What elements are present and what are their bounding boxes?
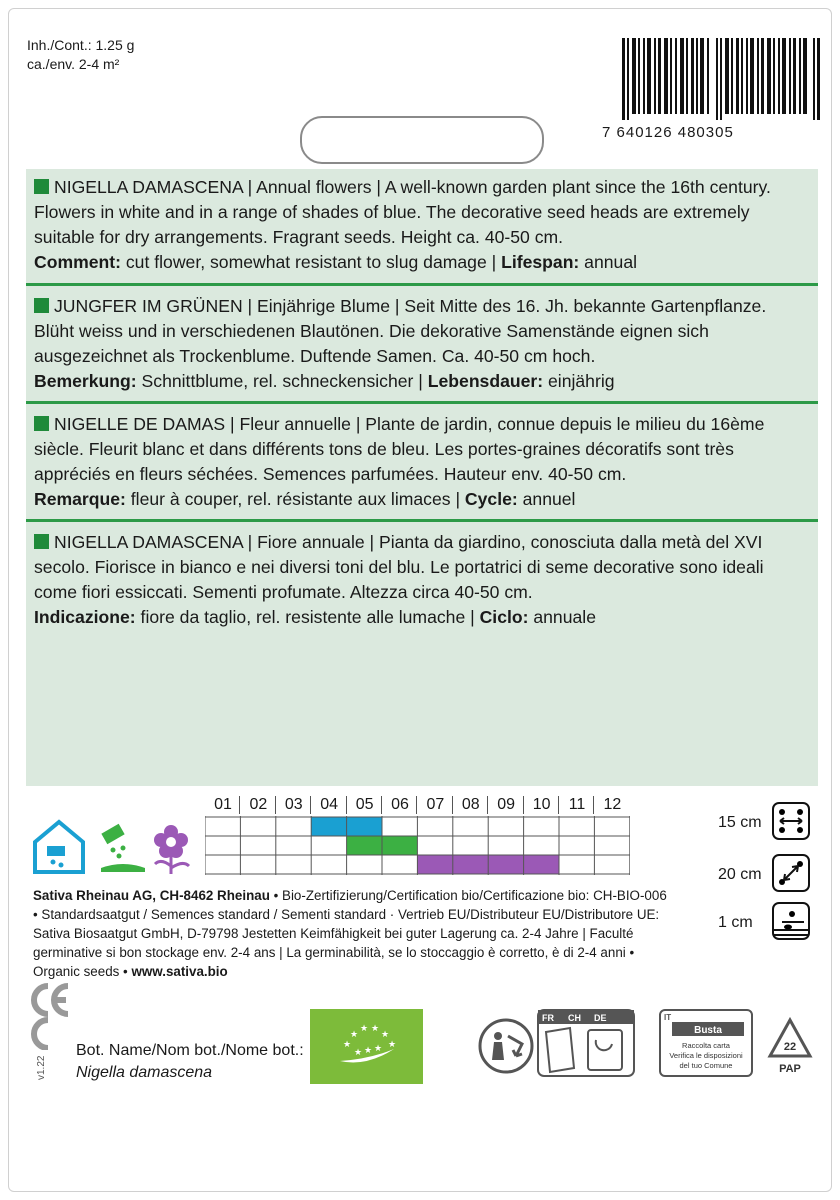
content-weight: Inh./Cont.: 1.25 g bbox=[27, 37, 135, 53]
barcode-number: 7 640126 480305 bbox=[602, 124, 734, 141]
title-fr: NIGELLE DE DAMAS bbox=[54, 414, 226, 434]
botanical-name: Bot. Name/Nom bot./Nome bot.: Nigella damascena bbox=[76, 1040, 304, 1084]
svg-text:PAP: PAP bbox=[779, 1063, 801, 1075]
svg-text:Raccolta carta: Raccolta carta bbox=[682, 1041, 730, 1050]
separator bbox=[26, 519, 818, 522]
svg-text:del tuo Comune: del tuo Comune bbox=[679, 1061, 733, 1070]
calendar-month-label: 09 bbox=[497, 796, 516, 813]
calendar-month-divider bbox=[275, 796, 276, 814]
pap-recycling-icon bbox=[770, 1020, 810, 1075]
calendar-month-label: 03 bbox=[284, 796, 303, 813]
svg-text:IT: IT bbox=[664, 1013, 672, 1022]
calendar-month-label: 05 bbox=[355, 796, 374, 813]
calendar-month-divider bbox=[593, 796, 594, 814]
website-link[interactable]: www.sativa.bio bbox=[131, 964, 228, 979]
svg-text:★: ★ bbox=[343, 1040, 352, 1050]
svg-text:★: ★ bbox=[381, 1030, 390, 1040]
sowing-calendar bbox=[205, 816, 630, 876]
company-info: Sativa Rheinau AG, CH-8462 Rheinau • Bio-Zertifizierung/Certification bio/Certificazione bio: CH-BIO-006 • Standardsaatgut / Semences standard / Sementi standard · Vertrieb EU/Distributeur EU/Distributore UE: Sativa Biosaatgut GmbH, D-79798 Jestetten Keimfähigkeit bei guter Lagerung ca. 2-4 Jahre | Faculté germinative si bon stockage env. 2-4 ans | La germinabilità, se lo stoccaggio è corretto, è di 2-4 anni • Organic seeds • www.sativa.bio bbox=[33, 888, 667, 979]
calendar-month-divider bbox=[487, 796, 488, 814]
row-spacing: 15 cm bbox=[698, 800, 818, 840]
title-it: NIGELLA DAMASCENA bbox=[54, 532, 243, 552]
svg-text:DE: DE bbox=[594, 1013, 607, 1023]
svg-text:Busta: Busta bbox=[694, 1025, 722, 1036]
title-de: JUNGFER IM GRÜNEN bbox=[54, 296, 243, 316]
green-square-icon bbox=[34, 416, 49, 431]
calendar-month-label: 11 bbox=[568, 796, 586, 813]
description-en: NIGELLA DAMASCENA | Annual flowers | A well-known garden plant since the 16th century. Flowers in white and in a range of shades of blue. The decorative seed heads are extremely suitable for dry arrangements. Fragrant seeds. Height ca. 40-50 cm. Comment: cut flower, somewhat resistant to slug damage | Lifespan: annual bbox=[34, 177, 771, 272]
calendar-month-label: 07 bbox=[426, 796, 445, 813]
row-spacing-icon bbox=[770, 800, 812, 842]
calendar-month-divider bbox=[239, 796, 240, 814]
calendar-month-divider bbox=[346, 796, 347, 814]
description-fr: NIGELLE DE DAMAS | Fleur annuelle | Plante de jardin, connue depuis le milieu du 16ème siècle. Fleurit blanc et dans différents tons de bleu. Les portes-graines décoratifs sont très appréciés en fleurs séchées. Semences parfumées. Hauteur env. 40-50 cm. Remarque: fleur à couper, rel. résistante aux limaces | Cycle: annuel bbox=[34, 414, 765, 509]
sowing-depth-icon bbox=[770, 900, 812, 942]
triman-icon bbox=[480, 1020, 532, 1072]
calendar-month-label: 10 bbox=[532, 796, 551, 813]
svg-text:Verifica le disposizioni: Verifica le disposizioni bbox=[669, 1051, 743, 1060]
svg-text:FR: FR bbox=[542, 1013, 554, 1023]
header-info bbox=[27, 36, 134, 74]
calendar-month-divider bbox=[416, 796, 417, 814]
separator bbox=[26, 401, 818, 404]
calendar-legend-icons bbox=[33, 818, 198, 876]
calendar-month-divider bbox=[452, 796, 453, 814]
calendar-month-divider bbox=[381, 796, 382, 814]
svg-text:★: ★ bbox=[354, 1048, 363, 1058]
ce-mark-icon bbox=[28, 982, 72, 1050]
svg-text:★: ★ bbox=[371, 1024, 380, 1034]
plant-spacing: 20 cm bbox=[698, 852, 818, 892]
company-name: Sativa Rheinau AG, CH-8462 Rheinau bbox=[33, 888, 270, 903]
svg-text:CH: CH bbox=[568, 1013, 581, 1023]
separator bbox=[26, 283, 818, 286]
plant-spacing-icon bbox=[770, 852, 812, 894]
flower-icon bbox=[154, 825, 189, 874]
calendar-month-label: 04 bbox=[320, 796, 339, 813]
calendar-month-divider bbox=[558, 796, 559, 814]
info-tri-icon bbox=[538, 1010, 634, 1076]
svg-text:★: ★ bbox=[350, 1030, 359, 1040]
green-square-icon bbox=[34, 179, 49, 194]
calendar-month-label: 12 bbox=[603, 796, 622, 813]
calendar-month-label: 08 bbox=[461, 796, 480, 813]
version-code: v1.22 bbox=[36, 1055, 47, 1080]
sowing-depth: 1 cm bbox=[698, 900, 818, 940]
latin-name: Nigella damascena bbox=[76, 1064, 213, 1081]
barcode bbox=[622, 38, 820, 120]
title-en: NIGELLA DAMASCENA bbox=[54, 177, 243, 197]
sow-outdoors-icon bbox=[101, 824, 145, 872]
svg-text:★: ★ bbox=[360, 1024, 369, 1034]
recycling-info bbox=[476, 1006, 816, 1086]
svg-text:★: ★ bbox=[364, 1046, 373, 1056]
svg-text:★: ★ bbox=[388, 1040, 397, 1050]
description-de: JUNGFER IM GRÜNEN | Einjährige Blume | Seit Mitte des 16. Jh. bekannte Gartenpflanze. Blüht weiss und in verschiedenen Blautönen. Die dekorative Samenstände eignen sich ausgezeichnet als Trockenblume. Duftende Samen. Ca. 40-50 cm hoch. Bemerkung: Schnittblume, rel. schneckensicher | Lebensdauer: einjährig bbox=[34, 296, 767, 391]
description-it: NIGELLA DAMASCENA | Fiore annuale | Pianta da giardino, conosciuta dalla metà del XVI secolo. Fiorisce in bianco e nei diversi toni del blu. Le portatrici di seme decorative sono ideali come fiori essiccati. Sementi profumate. Altezza circa 40-50 cm. Indicazione: fiore da taglio, rel. resistente alle lumache | Ciclo: annuale bbox=[34, 532, 764, 627]
hang-hole bbox=[300, 116, 544, 164]
calendar-month-divider bbox=[310, 796, 311, 814]
calendar-month-divider bbox=[523, 796, 524, 814]
it-label-box bbox=[660, 1010, 752, 1076]
calendar-month-label: 01 bbox=[214, 796, 232, 813]
coverage-area: ca./env. 2-4 m² bbox=[27, 56, 120, 72]
svg-text:★: ★ bbox=[374, 1044, 383, 1054]
eu-organic-logo-icon bbox=[310, 1009, 423, 1084]
sow-indoors-icon bbox=[35, 822, 83, 872]
green-square-icon bbox=[34, 534, 49, 549]
svg-text:22: 22 bbox=[783, 1041, 797, 1053]
calendar-month-label: 02 bbox=[249, 796, 268, 813]
calendar-month-label: 06 bbox=[391, 796, 409, 813]
green-square-icon bbox=[34, 298, 49, 313]
